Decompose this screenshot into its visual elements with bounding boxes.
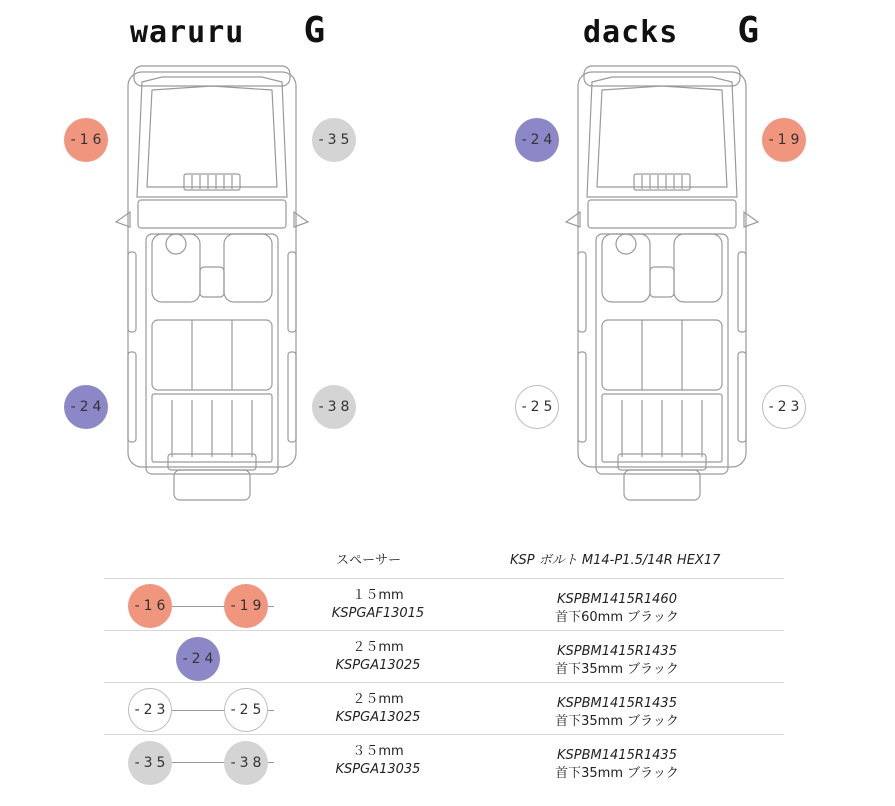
bolt-cell bbox=[512, 643, 722, 679]
car-title-waruru bbox=[130, 10, 326, 51]
badge-dacks-front-right: -19 bbox=[762, 118, 806, 162]
spacer-code: KSPGAF13015 bbox=[331, 606, 425, 621]
table-row bbox=[104, 578, 784, 631]
spacer-code: KSPGA13035 bbox=[335, 762, 421, 777]
spacer-cell bbox=[304, 691, 452, 727]
car-name: waruru bbox=[130, 15, 245, 50]
car-topview-dacks bbox=[562, 62, 762, 507]
badge-waruru-rear-left: -24 bbox=[64, 385, 108, 429]
spacer-code: KSPGA13025 bbox=[335, 710, 421, 725]
spacer-cell bbox=[304, 587, 452, 623]
badge-dacks-front-left: -24 bbox=[515, 118, 559, 162]
bolt-code: KSPBM1415R1435 bbox=[557, 644, 677, 659]
table-row bbox=[104, 734, 784, 787]
car-suffix: G bbox=[303, 10, 327, 51]
table-row bbox=[104, 682, 784, 735]
row-badge: -25 bbox=[224, 688, 268, 732]
row-badge: -23 bbox=[128, 688, 172, 732]
car-name: dacks bbox=[583, 15, 679, 50]
spacer-size: ２５mm bbox=[352, 640, 404, 655]
badge-waruru-front-right: -35 bbox=[312, 118, 356, 162]
row-badge: -19 bbox=[224, 584, 268, 628]
bolt-desc: 首下35mm ブラック bbox=[555, 766, 679, 781]
row-badge: -24 bbox=[176, 637, 220, 681]
spacer-size: １５mm bbox=[352, 588, 404, 603]
header-bolt: KSP ボルト M14-P1.5/14R HEX17 bbox=[510, 553, 721, 568]
bolt-code: KSPBM1415R1460 bbox=[557, 592, 677, 607]
badge-waruru-front-left: -16 bbox=[64, 118, 108, 162]
badge-dacks-rear-left: -25 bbox=[515, 385, 559, 429]
bolt-cell bbox=[512, 591, 722, 627]
row-badge: -16 bbox=[128, 584, 172, 628]
bolt-desc: 首下35mm ブラック bbox=[555, 662, 679, 677]
spacer-cell bbox=[304, 743, 452, 779]
row-badge: -35 bbox=[128, 741, 172, 785]
spacer-cell bbox=[304, 639, 452, 675]
badge-waruru-rear-right: -38 bbox=[312, 385, 356, 429]
bolt-code: KSPBM1415R1435 bbox=[557, 748, 677, 763]
car-suffix: G bbox=[737, 10, 761, 51]
header-spacer: スペーサー bbox=[336, 553, 402, 568]
bolt-cell bbox=[512, 695, 722, 731]
spacer-size: ３５mm bbox=[352, 744, 404, 759]
bolt-desc: 首下60mm ブラック bbox=[555, 610, 679, 625]
bolt-cell bbox=[512, 747, 722, 783]
row-badge: -38 bbox=[224, 741, 268, 785]
bolt-desc: 首下35mm ブラック bbox=[555, 714, 679, 729]
spacer-code: KSPGA13025 bbox=[335, 658, 421, 673]
bolt-code: KSPBM1415R1435 bbox=[557, 696, 677, 711]
car-title-dacks bbox=[583, 10, 760, 51]
car-topview-waruru bbox=[112, 62, 312, 507]
spacer-size: ２５mm bbox=[352, 692, 404, 707]
table-row bbox=[104, 630, 784, 683]
badge-dacks-rear-right: -23 bbox=[762, 385, 806, 429]
